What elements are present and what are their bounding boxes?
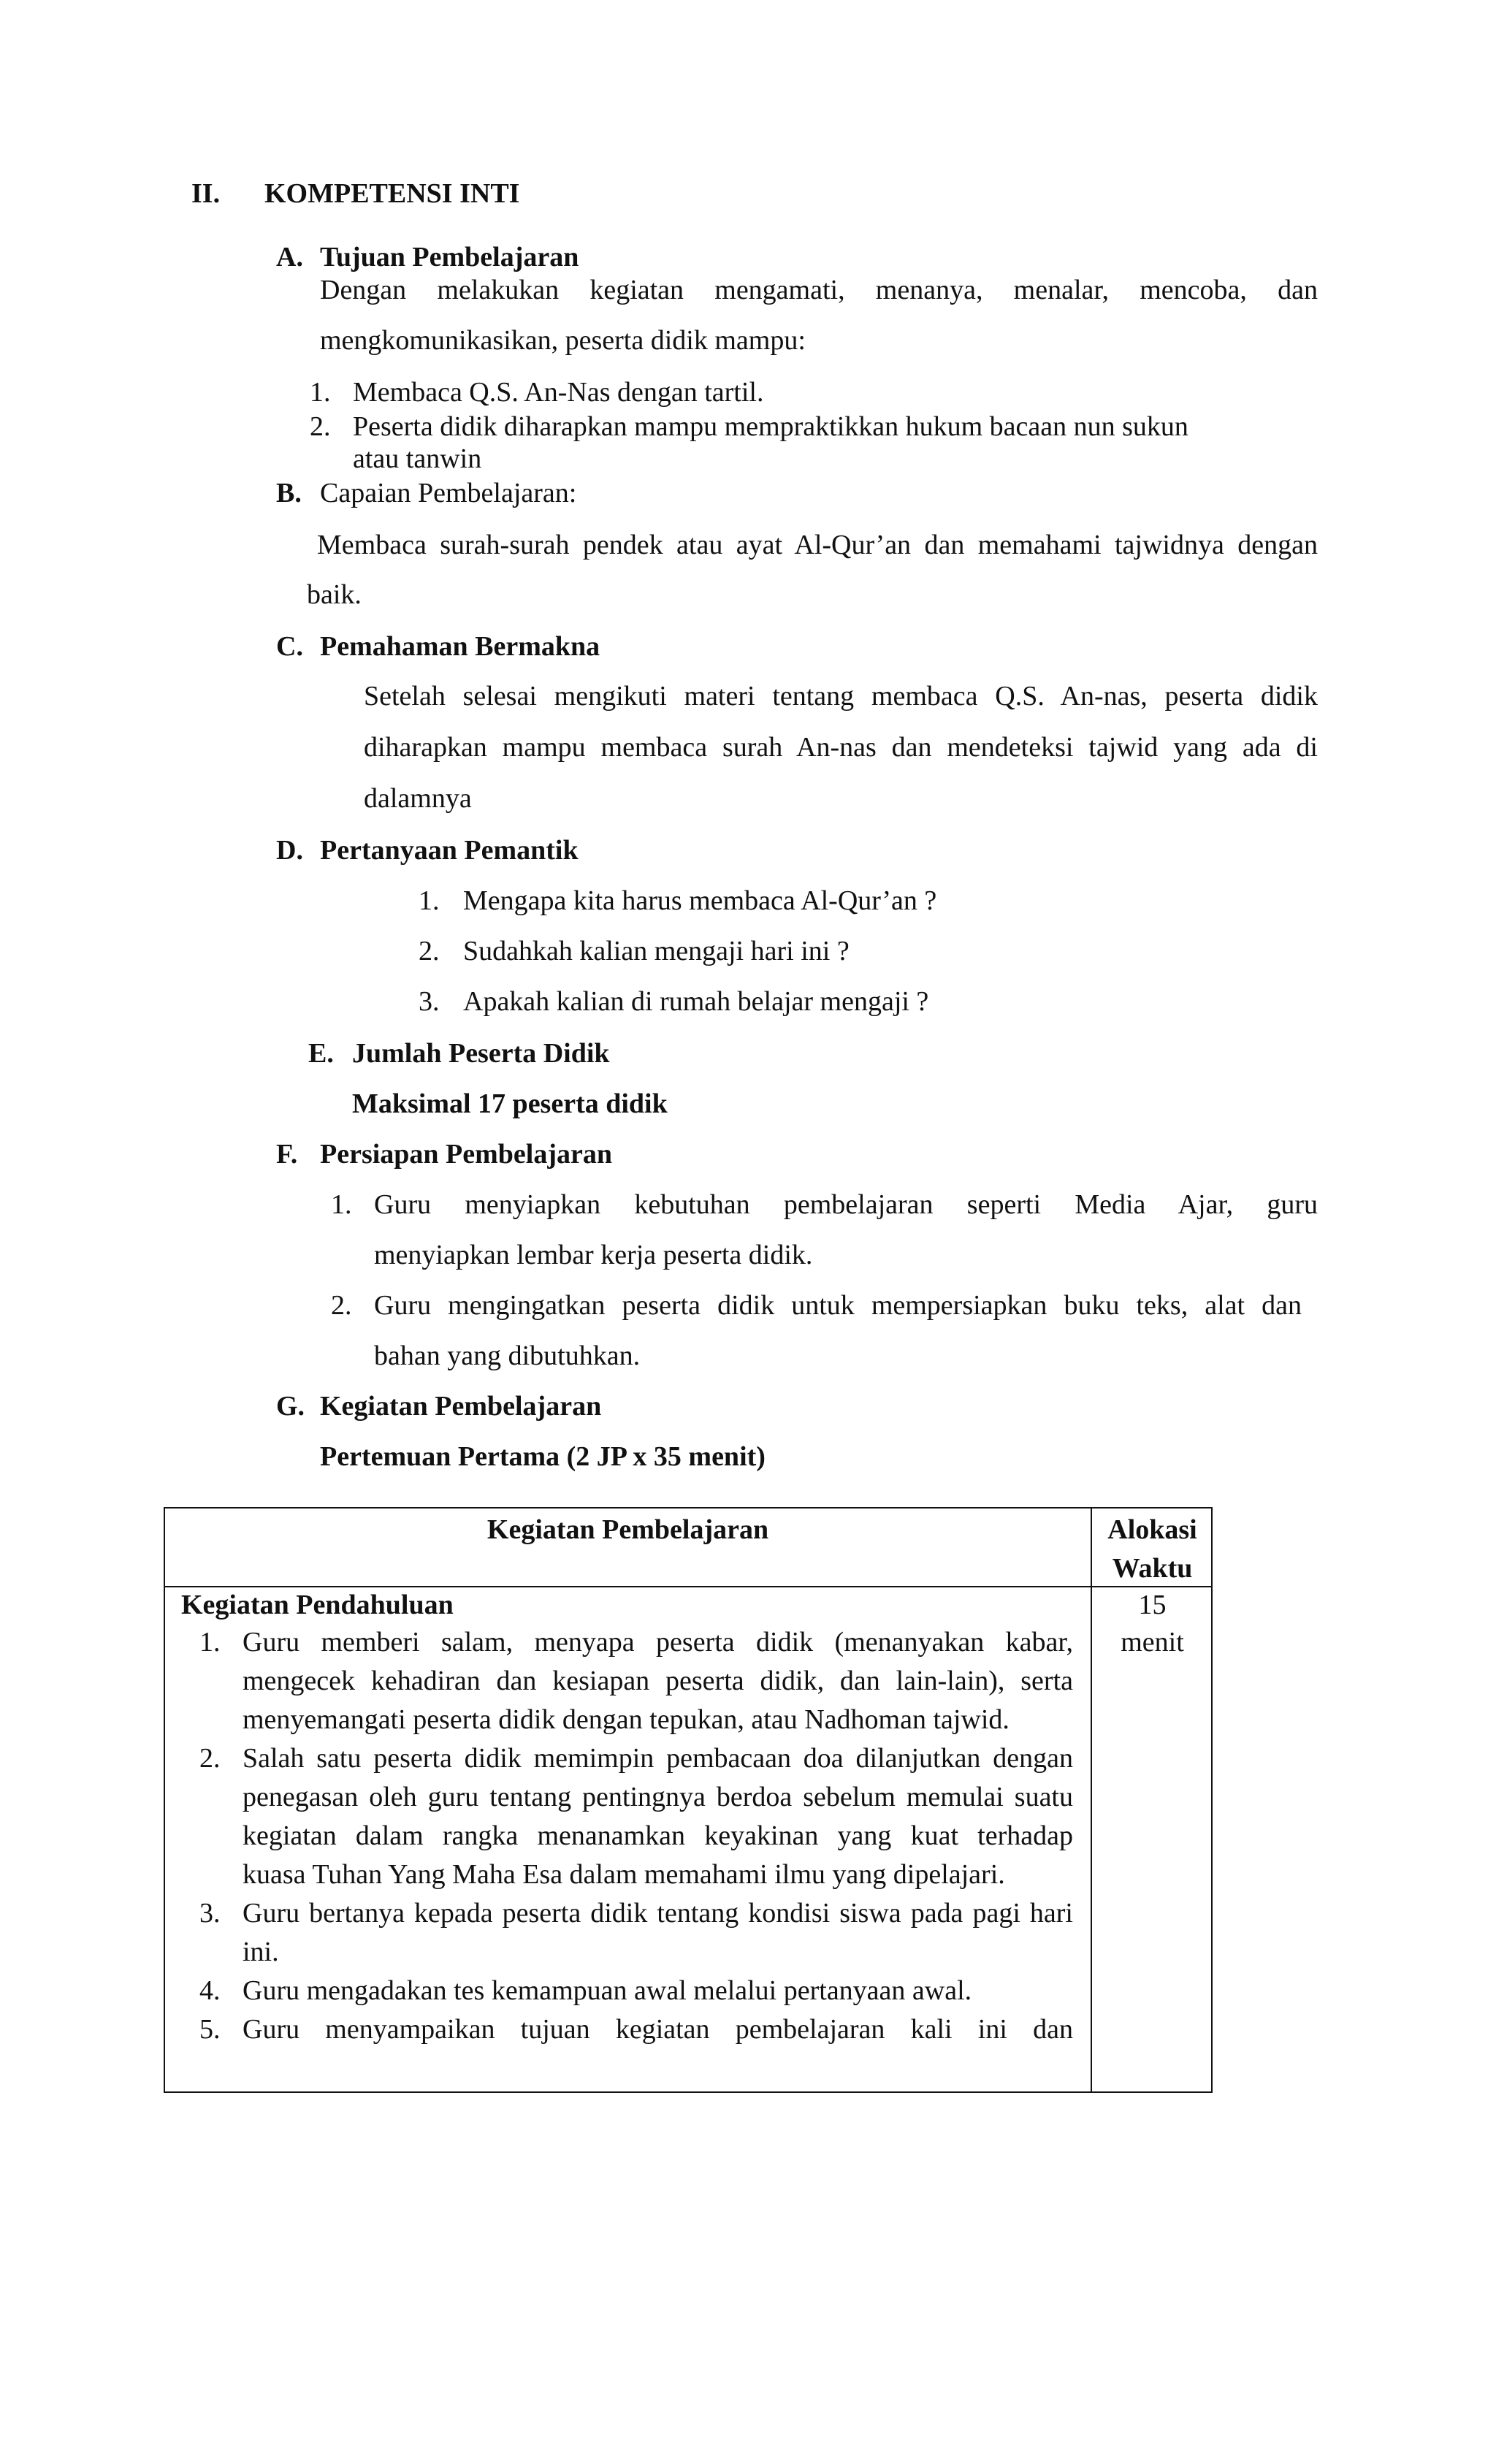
question-num: 2. xyxy=(419,936,440,966)
section-a-intro-line2: mengkomunikasikan, peserta didik mampu: xyxy=(320,325,806,356)
table-section-title: Kegiatan Pendahuluan xyxy=(181,1590,454,1620)
section-g-heading: Kegiatan Pembelajaran xyxy=(320,1391,602,1422)
table-item-line: Guru memberi salam, menyapa peserta didik (menanyakan kabar, xyxy=(243,1627,1073,1658)
section-c-text-line3: dalamnya xyxy=(364,783,472,814)
table-header-divider xyxy=(165,1586,1211,1587)
table-item-line: menyemangati peserta didik dengan tepukan, atau Nadhoman tajwid. xyxy=(243,1704,1010,1735)
table-time-unit: menit xyxy=(1121,1627,1184,1658)
table-item-line: Guru menyampaikan tujuan kegiatan pembelajaran kali ini dan xyxy=(243,2014,1073,2045)
table-item-line: kegiatan dalam rangka menanamkan keyakinan yang kuat terhadap xyxy=(243,1820,1073,1851)
prep-num: 1. xyxy=(331,1189,352,1220)
section-g-letter: G. xyxy=(276,1391,305,1422)
section-d-letter: D. xyxy=(276,835,303,866)
section-e-value: Maksimal 17 peserta didik xyxy=(352,1088,668,1119)
table-time-value: 15 xyxy=(1138,1590,1167,1620)
section-b-text-line2: baik. xyxy=(307,579,362,610)
table-item-num: 5. xyxy=(199,2014,221,2045)
meeting-title: Pertemuan Pertama (2 JP x 35 menit) xyxy=(320,1441,766,1472)
table-item-line: penegasan oleh guru tentang pentingnya berdoa sebelum memulai suatu xyxy=(243,1782,1073,1812)
table-item-line: ini. xyxy=(243,1937,279,1967)
section-e-heading: Jumlah Peserta Didik xyxy=(352,1038,610,1069)
table-header-time-line1: Alokasi xyxy=(1107,1514,1197,1545)
lesson-activity-table xyxy=(164,1507,1213,2093)
section-c-heading: Pemahaman Bermakna xyxy=(320,631,600,662)
section-a-item-text: atau tanwin xyxy=(353,443,482,474)
section-c-text-line2: diharapkan mampu membaca surah An-nas dan mendeteksi tajwid yang ada di xyxy=(364,732,1318,763)
prep-text-line2: bahan yang dibutuhkan. xyxy=(374,1340,641,1371)
table-item-line: kuasa Tuhan Yang Maha Esa dalam memahami ilmu yang dipelajari. xyxy=(243,1859,1005,1890)
table-item-line: mengecek kehadiran dan kesiapan peserta didik, dan lain-lain), serta xyxy=(243,1666,1073,1696)
section-a-letter: A. xyxy=(276,242,303,272)
section-b-letter: B. xyxy=(276,478,302,508)
section-a-item-num: 1. xyxy=(310,377,331,408)
table-item-line: Guru bertanya kepada peserta didik tentang kondisi siswa pada pagi hari xyxy=(243,1898,1073,1929)
table-item-line: Guru mengadakan tes kemampuan awal melalui pertanyaan awal. xyxy=(243,1975,972,2006)
table-item-num: 4. xyxy=(199,1975,221,2006)
section-c-letter: C. xyxy=(276,631,303,662)
prep-text-line2: menyiapkan lembar kerja peserta didik. xyxy=(374,1240,813,1270)
question-num: 1. xyxy=(419,885,440,916)
section-e-letter: E. xyxy=(308,1038,334,1069)
section-a-item-num: 2. xyxy=(310,411,331,442)
section-b-text-line1: Membaca surah-surah pendek atau ayat Al-Qur’an dan memahami tajwidnya dengan xyxy=(317,530,1318,560)
question-text: Mengapa kita harus membaca Al-Qur’an ? xyxy=(463,885,937,916)
table-header-time-line2: Waktu xyxy=(1112,1553,1193,1584)
section-a-item-text: Peserta didik diharapkan mampu mempraktikkan hukum bacaan nun sukun xyxy=(353,411,1188,442)
section-b-heading: Capaian Pembelajaran: xyxy=(320,478,577,508)
table-item-num: 3. xyxy=(199,1898,221,1929)
table-item-num: 1. xyxy=(199,1627,221,1658)
section-d-heading: Pertanyaan Pemantik xyxy=(320,835,579,866)
section-f-letter: F. xyxy=(276,1139,298,1170)
section-c-text-line1: Setelah selesai mengikuti materi tentang membaca Q.S. An-nas, peserta didik xyxy=(364,681,1318,712)
table-header-activity: Kegiatan Pembelajaran xyxy=(486,1514,769,1545)
section-a-item-text: Membaca Q.S. An-Nas dengan tartil. xyxy=(353,377,764,408)
section-f-heading: Persiapan Pembelajaran xyxy=(320,1139,613,1170)
table-item-line: Salah satu peserta didik memimpin pembacaan doa dilanjutkan dengan xyxy=(243,1743,1073,1774)
prep-text-line1: Guru menyiapkan kebutuhan pembelajaran seperti Media Ajar, guru xyxy=(374,1189,1318,1220)
section-a-heading: Tujuan Pembelajaran xyxy=(320,242,579,272)
prep-num: 2. xyxy=(331,1290,352,1321)
question-text: Sudahkah kalian mengaji hari ini ? xyxy=(463,936,850,966)
question-num: 3. xyxy=(419,986,440,1017)
section-a-intro-line1: Dengan melakukan kegiatan mengamati, menanya, menalar, mencoba, dan xyxy=(320,275,1318,305)
prep-text-line1: Guru mengingatkan peserta didik untuk mempersiapkan buku teks, alat dan xyxy=(374,1290,1302,1321)
section-number: II. xyxy=(191,178,221,209)
table-item-num: 2. xyxy=(199,1743,221,1774)
question-text: Apakah kalian di rumah belajar mengaji ? xyxy=(463,986,929,1017)
section-title: KOMPETENSI INTI xyxy=(264,178,520,209)
